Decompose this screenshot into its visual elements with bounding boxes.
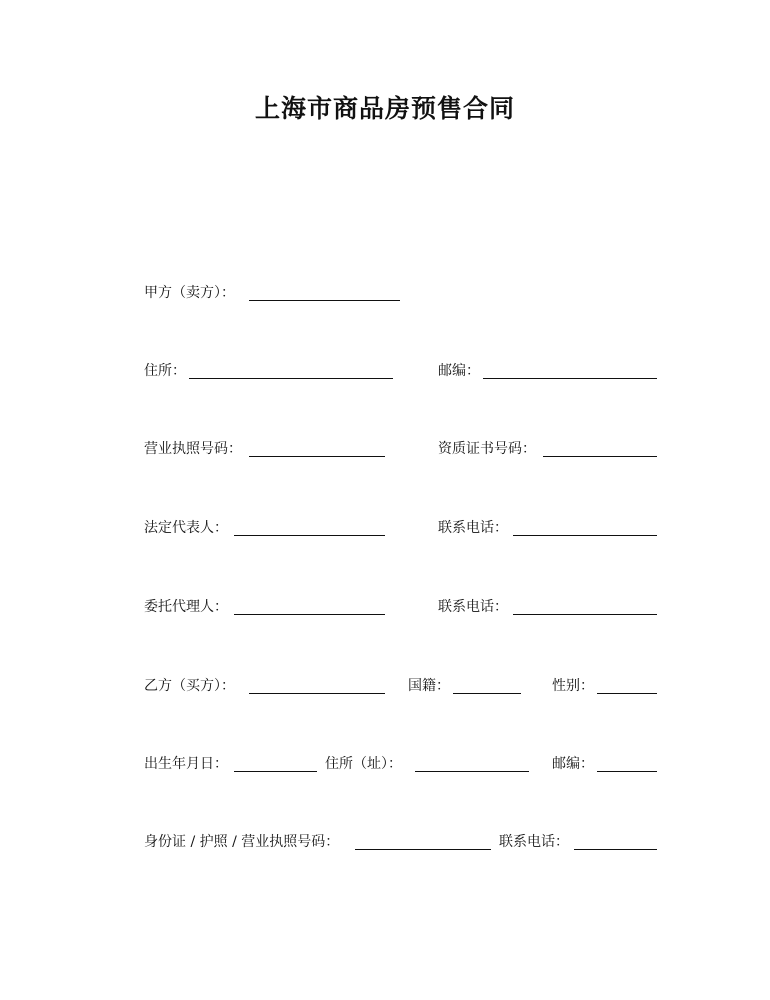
buyer-postcode-blank[interactable] xyxy=(597,771,657,772)
agent-blank[interactable] xyxy=(234,614,385,615)
gender-label: 性别： xyxy=(552,678,594,694)
nationality-label: 国籍： xyxy=(408,678,450,694)
buyer-phone-label: 联系电话： xyxy=(499,834,569,850)
agent-phone-label: 联系电话： xyxy=(438,599,508,615)
seller-row xyxy=(0,283,770,307)
buyer-id-row xyxy=(0,832,770,856)
agent-phone-blank[interactable] xyxy=(513,614,657,615)
qualification-cert-blank[interactable] xyxy=(543,456,657,457)
legal-rep-phone-label: 联系电话： xyxy=(438,520,508,536)
buyer-birth-row xyxy=(0,754,770,778)
legal-rep-blank[interactable] xyxy=(234,535,385,536)
id-number-label: 身份证 / 护照 / 营业执照号码： xyxy=(144,834,340,850)
agent-label: 委托代理人： xyxy=(144,599,228,615)
seller-postcode-blank[interactable] xyxy=(483,378,657,379)
seller-address-blank[interactable] xyxy=(189,378,393,379)
birth-date-blank[interactable] xyxy=(234,771,317,772)
qualification-cert-label: 资质证书号码： xyxy=(438,441,536,457)
buyer-row xyxy=(0,676,770,700)
legal-rep-row xyxy=(0,518,770,542)
seller-label: 甲方（卖方）： xyxy=(144,285,235,301)
seller-postcode-label: 邮编： xyxy=(438,363,480,379)
buyer-address-blank[interactable] xyxy=(415,771,529,772)
legal-rep-label: 法定代表人： xyxy=(144,520,228,536)
seller-address-row xyxy=(0,361,770,385)
agent-row xyxy=(0,597,770,621)
birth-date-label: 出生年月日： xyxy=(144,756,228,772)
seller-address-label: 住所： xyxy=(144,363,186,379)
seller-license-row xyxy=(0,439,770,463)
nationality-blank[interactable] xyxy=(453,693,521,694)
business-license-label: 营业执照号码： xyxy=(144,441,242,457)
legal-rep-phone-blank[interactable] xyxy=(513,535,657,536)
buyer-blank[interactable] xyxy=(249,693,385,694)
business-license-blank[interactable] xyxy=(249,456,385,457)
buyer-postcode-label: 邮编： xyxy=(552,756,594,772)
id-number-blank[interactable] xyxy=(355,849,491,850)
buyer-phone-blank[interactable] xyxy=(574,849,657,850)
seller-blank[interactable] xyxy=(249,300,400,301)
buyer-label: 乙方（买方）： xyxy=(144,678,235,694)
buyer-address-label: 住所（址）： xyxy=(325,756,402,772)
document-title: 上海市商品房预售合同 xyxy=(254,94,515,123)
gender-blank[interactable] xyxy=(597,693,657,694)
